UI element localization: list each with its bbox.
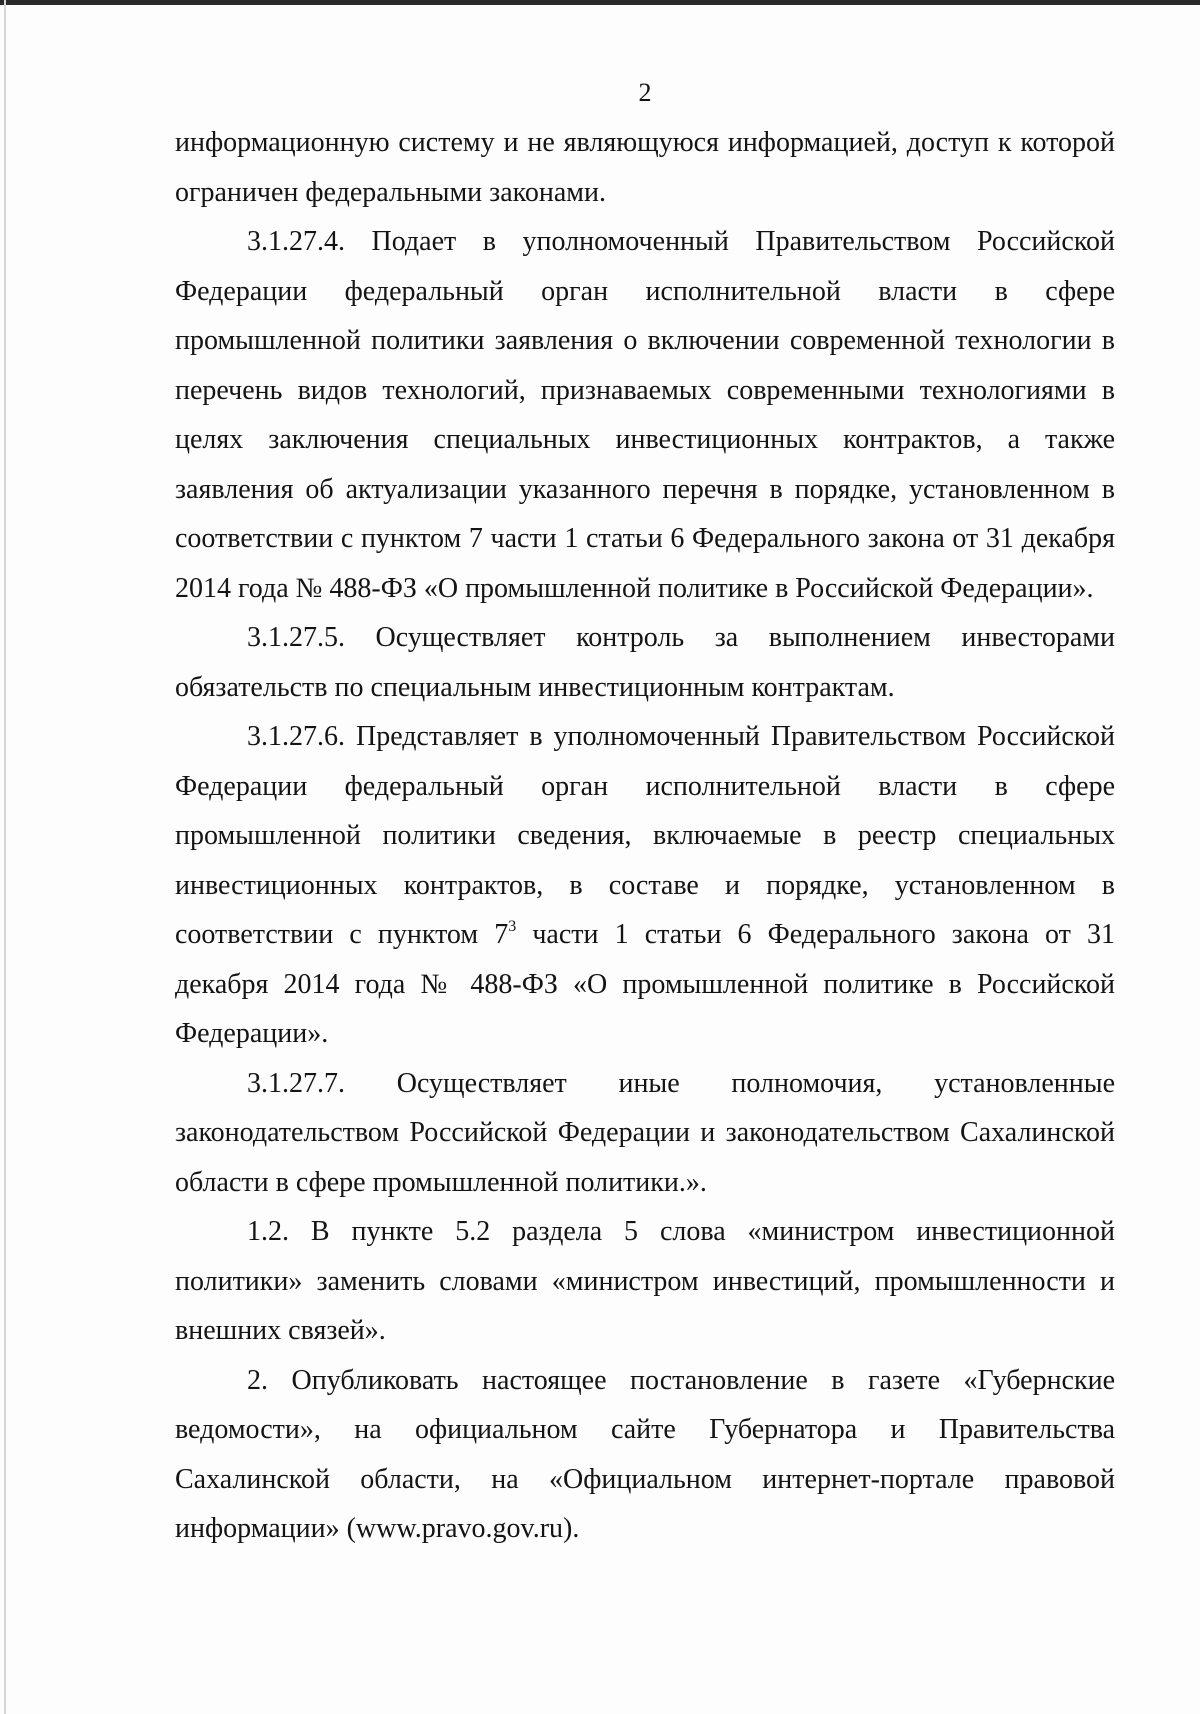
paragraph-1-2: 1.2. В пункте 5.2 раздела 5 слова «министром инвестиционной политики» заменить словами «министром инвестиций, промышленности и внешних связей». <box>175 1216 1115 1346</box>
paragraph-2: 2. Опубликовать настоящее постановление в газете «Губернские ведомости», на официальном сайте Губернатора и Правительства Сахалинской области, на «Официальном интернет-портале правовой информации» (www.pravo.gov.ru). <box>175 1364 1115 1544</box>
paragraph-3-1-27-6-text-a: 3.1.27.6. Представляет в уполномоченный Правительством Российской Федерации федеральный орган исполнительной власти в сфере промышленной политики сведения, включаемые в реестр специальных инвестиционных контрактов, в составе и порядке, установленном в соответствии с пунктом 7 <box>175 721 1115 950</box>
paragraph-3-1-27-4: 3.1.27.4. Подает в уполномоченный Правительством Российской Федерации федеральный орган исполнительной власти в сфере промышленной политики заявления о включении современной технологии в перечень видов технологий, признаваемых современными технологиями в целях заключения специальных инвестиционных контрактов, а также заявления об актуализации указанного перечня в порядке, установленном в соответствии с пунктом 7 части 1 статьи 6 Федерального закона от 31 декабря 2014 года № 488-ФЗ «О промышленной политике в Российской Федерации». <box>175 226 1115 604</box>
superscript-3: 3 <box>508 918 517 935</box>
paragraph-intro: информационную систему и не являющуюся информацией, доступ к которой ограничен федеральными законами. <box>175 127 1115 208</box>
paragraph-3-1-27-5: 3.1.27.5. Осуществляет контроль за выполнением инвесторами обязательств по специальным инвестиционным контрактам. <box>175 622 1115 703</box>
paragraph-3-1-27-7: 3.1.27.7. Осуществляет иные полномочия, установленные законодательством Российской Федерации и законодательством Сахалинской области в сфере промышленной политики.». <box>175 1067 1115 1198</box>
page-edge-line <box>4 0 6 1714</box>
top-border-rule <box>0 0 1200 5</box>
page-number: 2 <box>638 78 652 107</box>
paragraph-3-1-27-6 <box>175 712 1115 1059</box>
document-body <box>175 118 1115 1554</box>
paragraph-3-1-27-6-text-b: части 1 статьи 6 Федерального закона от 31 декабря 2014 года № 488-ФЗ «О промышленной политике в Российской Федерации». <box>175 919 1115 1049</box>
